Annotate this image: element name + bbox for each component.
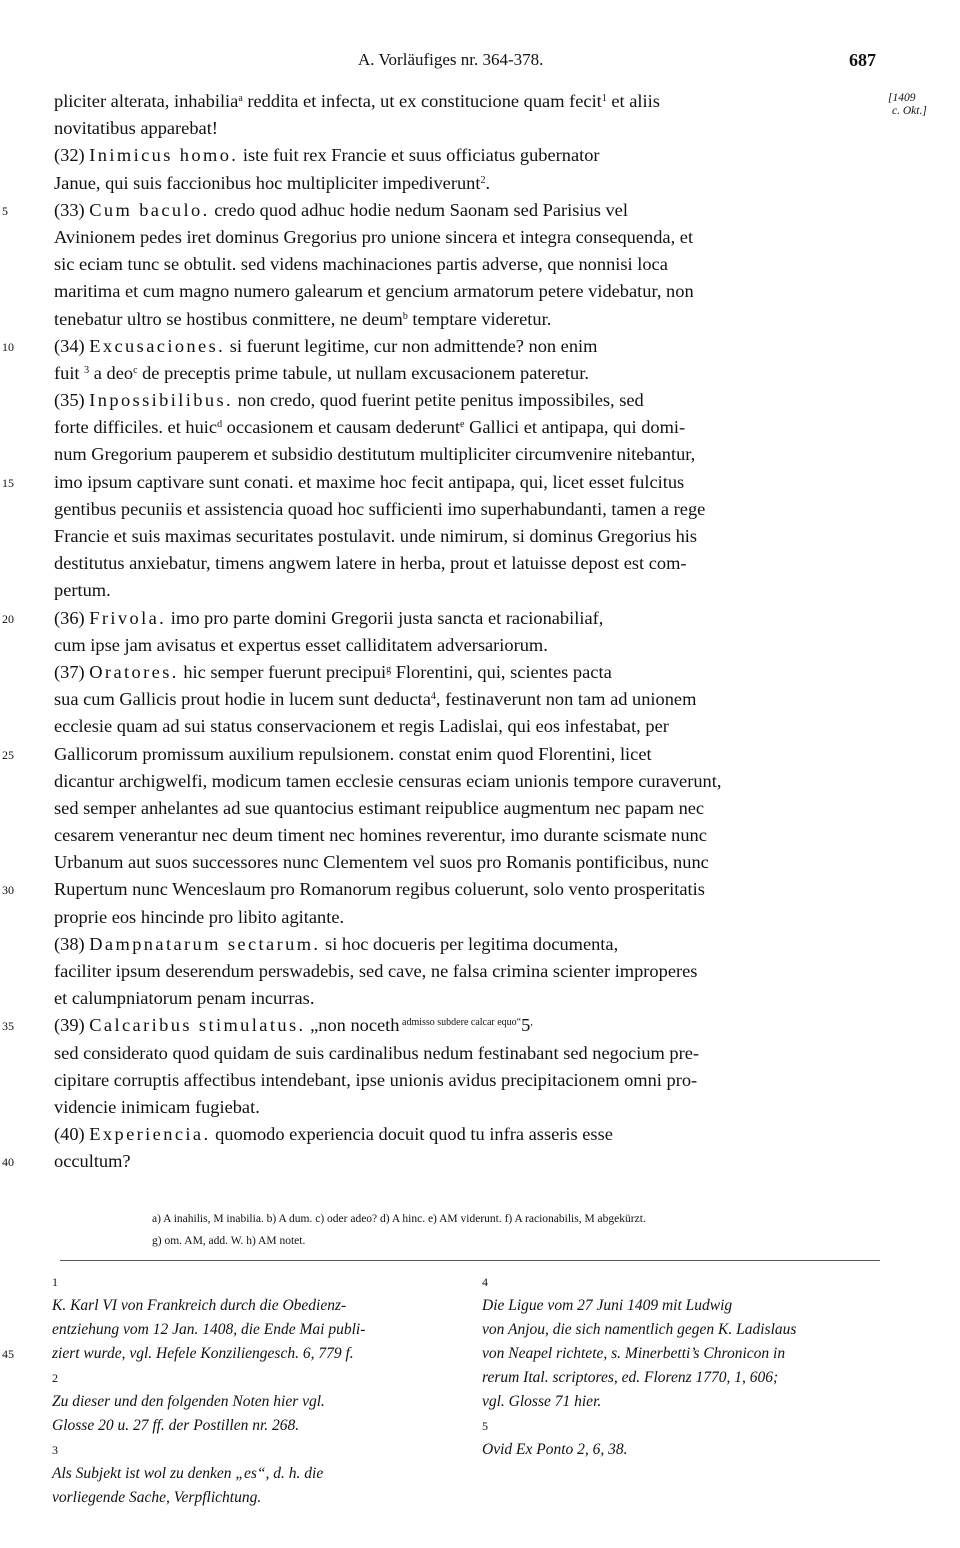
page-number: 687	[849, 50, 876, 70]
text-line: ecclesie quam ad sui status conservacionem et regis Ladislai, qui eos infestabat, per	[54, 716, 669, 737]
line-number: 15	[2, 475, 14, 490]
text-line: et calumpniatorum penam incurras.	[54, 988, 315, 1009]
gloss-lemma: Frivola.	[89, 607, 167, 628]
text-line	[2, 876, 880, 903]
text-segment: reddita et infecta, ut ex constitucione quam fecit	[242, 91, 602, 111]
text-line	[2, 741, 880, 768]
gloss-lemma: Cum baculo.	[89, 199, 210, 220]
text-segment: imo pro parte domini Gregorii justa sancta et racionabilia	[166, 607, 593, 628]
text-line: dicantur archigwelfi, modicum tamen ecclesie censuras eciam unionis tempore curaverunt,	[54, 770, 722, 791]
text-line: Urbanum aut suos successores nunc Clementem vel suos pro Romanis pontificibus, nunc	[54, 852, 709, 873]
gloss-number: (39)	[54, 1015, 90, 1036]
text-segment: fuit	[54, 362, 85, 383]
text-line	[54, 360, 880, 387]
footnote-text: vgl. Glosse 71 hier.	[482, 1393, 602, 1410]
gloss-number: (35)	[54, 390, 90, 411]
apparatus-line: a) A inahilis, M inabilia. b) A dum. c) oder adeo? d) A hinc. e) AM viderunt. f) A racionabilis, M abgekürzt.	[152, 1213, 646, 1225]
gloss-number: (40)	[54, 1124, 90, 1145]
gloss-number: (33)	[54, 199, 90, 220]
text-segment: .	[485, 172, 491, 193]
text-segment: 5	[521, 1015, 531, 1036]
footnote-number: 2	[52, 1371, 58, 1385]
text-segment: Janue, qui suis faccionibus hoc multipliciter impediverunt	[54, 172, 481, 193]
note-marker: 2	[480, 174, 486, 186]
footnote-number: 1	[52, 1275, 58, 1289]
apparatus-line: g) om. AM, add. W. h) AM notet.	[152, 1235, 306, 1247]
text-segment: „non nocet	[305, 1015, 391, 1036]
footnote-text: Ovid Ex Ponto 2, 6, 38.	[482, 1441, 628, 1458]
footnote-text: Die Ligue vom 27 Juni 1409 mit Ludwig	[482, 1297, 733, 1314]
text-segment: credo quod adhuc hodie nedum Saonam sed Parisius vel	[209, 199, 628, 220]
text-line: pertum.	[54, 580, 111, 601]
gloss-lemma: Calcaribus stimulatus.	[89, 1015, 306, 1036]
text-line	[54, 686, 880, 713]
text-segment: si hoc docueris per legitima documenta,	[320, 933, 619, 954]
text-segment: , festinaverunt non tam ad unionem	[435, 689, 697, 710]
footnote-text: Glosse 20 u. 27 ff. der Postillen nr. 268.	[52, 1417, 300, 1434]
gloss-number: (32)	[54, 145, 90, 166]
page-header	[0, 50, 960, 76]
text-line: destitutus anxiebatur, timens angwem latere in herba, prout et latuisse depost est com-	[54, 553, 687, 574]
footnote-line	[482, 1390, 882, 1414]
text-line	[2, 197, 880, 224]
text-segment: temptare videretur.	[407, 308, 552, 329]
text-line: novitatibus apparebat!	[54, 118, 218, 139]
note-marker: d	[217, 419, 223, 431]
text-line: sic eciam tunc se obtulit. sed videns machinaciones partis adverse, que nonnisi loca	[54, 254, 668, 275]
footnote-text: von Anjou, die sich namentlich gegen K. Ladislaus	[482, 1321, 797, 1338]
text-segment: non credo, quod fuerint petite penitus impossibiles, sed	[233, 390, 644, 411]
text-line: faciliter ipsum deserendum perswadebis, sed cave, ne falsa crimina scienter improperes	[54, 961, 698, 981]
text-segment: Florentini, qui, scientes pacta	[391, 661, 612, 682]
footnote-number: 4	[482, 1275, 488, 1289]
gloss-lemma: Inimicus homo.	[89, 145, 239, 166]
footnote-line	[52, 1342, 462, 1366]
text-line	[2, 1012, 880, 1039]
text-line: maritima et cum magno numero galearum et gencium armatorum petere videbatur, non	[54, 281, 694, 302]
running-head: A. Vorläufiges nr. 364-378.	[358, 50, 544, 69]
footnote-line	[52, 1318, 462, 1342]
text-line	[2, 1148, 880, 1175]
footnote-text: rerum Ital. scriptores, ed. Florenz 1770, 1, 606;	[482, 1369, 779, 1386]
text-line	[2, 469, 880, 496]
text-segment: tenebatur ultro se hostibus conmittere, ne deum	[54, 308, 403, 329]
footnote-text: Zu dieser und den folgenden Noten hier vgl.	[52, 1393, 325, 1410]
footnote-line	[482, 1318, 882, 1342]
footnote-text: vorliegende Sache, Verpflichtung.	[52, 1489, 262, 1506]
footnote-number: 3	[52, 1443, 58, 1457]
note-marker: c	[133, 364, 138, 376]
note-marker: admisso subdere calcar equo“	[399, 1017, 522, 1029]
text-segment: de preceptis prime tabule, ut nullam excusacionem pateretur.	[137, 362, 589, 383]
note-marker: g	[386, 663, 392, 675]
line-number: 10	[2, 339, 14, 354]
text-segment: a deo	[89, 362, 134, 383]
line-number: 25	[2, 747, 14, 762]
footnote-line	[482, 1414, 882, 1462]
text-segment: pliciter alterata, inhabilia	[54, 91, 239, 111]
gloss-lemma: Experiencia.	[89, 1124, 211, 1145]
footnote-line	[482, 1366, 882, 1390]
text-segment: sua cum Gallicis prout hodie in lucem sunt deducta	[54, 689, 431, 710]
gloss-lemma: Dampnatarum sectarum.	[89, 933, 321, 954]
gloss-lemma: Oratores.	[89, 661, 179, 682]
text-segment: occultum?	[54, 1151, 131, 1172]
line-number: 40	[2, 1155, 14, 1170]
line-number: 45	[2, 1347, 14, 1361]
text-line: cum ipse jam avisatus et expertus esset calliditatem adversariorum.	[54, 634, 548, 655]
text-line	[54, 659, 880, 686]
text-line	[54, 931, 880, 958]
text-segment: forte difficiles. et huic	[54, 417, 218, 438]
gloss-number: (37)	[54, 661, 90, 682]
note-marker: ,	[530, 1017, 533, 1029]
text-line: Avinionem pedes iret dominus Gregorius pro unione sincera et integra consequenda, et	[54, 226, 694, 247]
text-line	[54, 142, 880, 169]
footnote-line	[52, 1366, 462, 1414]
text-segment: f	[592, 607, 599, 628]
text-line: sed considerato quod quidam de suis cardinalibus nedum festinabant sed negocium pre-	[54, 1042, 700, 1063]
gloss-lemma: Inpossibilibus.	[89, 390, 234, 411]
note-marker: 4	[430, 691, 436, 703]
footnote-text: ziert wurde, vgl. Hefele Konziliengesch. 6, 779 f.	[52, 1345, 354, 1362]
footnote-line	[482, 1270, 882, 1318]
line-number: 5	[2, 203, 8, 218]
text-segment: iste fuit rex Francie et suus officiatus gubernator	[238, 145, 600, 166]
gloss-lemma: Excusaciones.	[89, 335, 226, 356]
footnote-divider	[60, 1260, 880, 1261]
text-segment: si fuerunt legitime, cur non admittende? non enim	[225, 335, 598, 356]
footnotes-right-column	[482, 1270, 882, 1462]
footnote-text: Als Subjekt ist wol zu denken „es“, d. h. die	[52, 1465, 324, 1482]
line-number: 35	[2, 1019, 14, 1034]
margin-date-month: c. Okt.]	[892, 105, 927, 117]
text-segment: et aliis	[606, 91, 660, 111]
text-segment: imo ipsum captivare sunt conati. et maxime hoc fecit antipapa, qui, licet esset fulcitus	[54, 471, 685, 492]
text-line	[2, 333, 880, 360]
text-line	[54, 306, 880, 333]
text-line: proprie eos hincinde pro libito agitante.	[54, 906, 345, 927]
text-line: sed semper anhelantes ad sue quantocius estimant reipublice augmentum nec papam nec	[54, 797, 705, 818]
note-marker: 1	[601, 93, 607, 104]
text-segment: quomodo experiencia docuit quod tu infra asseris esse	[210, 1124, 613, 1145]
critical-apparatus	[152, 1208, 882, 1252]
text-segment: hic semper fuerunt precipui	[178, 661, 387, 682]
text-line: num Gregorium pauperem et subsidio destitutum multipliciter circumvenire nitebantur,	[54, 444, 696, 465]
note-marker: b	[402, 310, 408, 322]
footnote-line	[482, 1342, 882, 1366]
text-line: gentibus pecuniis et assistencia quoad hoc sufficienti imo superhabundanti, tamen a rege	[54, 498, 706, 519]
text-line	[54, 1121, 880, 1148]
text-line	[54, 170, 880, 197]
gloss-number: (36)	[54, 607, 90, 628]
text-line: cipitare corruptis affectibus intendebant, ipse unionis avidus precipitacionem omni pro-	[54, 1069, 698, 1090]
footnotes-left-column	[2, 1270, 462, 1510]
line-number: 20	[2, 611, 14, 626]
text-line	[54, 414, 880, 441]
margin-date-note	[888, 92, 948, 118]
text-line	[2, 605, 880, 632]
text-segment: Gallicorum promissum auxilium repulsionem. constat enim quod Florentini, licet	[54, 743, 652, 764]
footnote-line	[52, 1486, 462, 1510]
text-segment: Rupertum nunc Wenceslaum pro Romanorum regibus coluerunt, solo vento prosperitatis	[54, 879, 705, 900]
note-marker: 3	[84, 364, 90, 376]
footnote-number: 5	[482, 1419, 488, 1433]
text-line	[54, 387, 880, 414]
text-segment: ,	[598, 607, 604, 628]
text-segment: Gallici et antipapa, qui domi-	[464, 417, 686, 438]
text-line: Francie et suis maximas securitates postulavit. unde nimirum, si dominus Gregorius his	[54, 526, 698, 546]
gloss-number: (38)	[54, 933, 90, 954]
text-line: cesarem venerantur nec deum timent nec homines reverentur, imo durante scismate nunc	[54, 825, 707, 846]
footnote-line	[52, 1270, 462, 1318]
text-segment: h	[390, 1015, 400, 1036]
text-segment: occasionem et causam dederunt	[222, 417, 461, 438]
footnote-text: entziehung vom 12 Jan. 1408, die Ende Mai publi-	[52, 1321, 366, 1338]
note-marker: e	[460, 419, 465, 431]
gloss-number: (34)	[54, 335, 90, 356]
note-marker: a	[238, 93, 243, 104]
line-number: 30	[2, 883, 14, 898]
footnote-line	[52, 1438, 462, 1486]
footnote-text: K. Karl VI von Frankreich durch die Obedienz-	[52, 1297, 347, 1314]
text-line: videncie inimicam fugiebat.	[54, 1096, 260, 1117]
text-line	[54, 88, 880, 115]
footnote-line	[52, 1414, 462, 1438]
main-text	[2, 88, 880, 1176]
margin-date-year: [1409	[888, 92, 916, 104]
footnote-text: von Neapel richtete, s. Minerbetti’s Chronicon in	[482, 1345, 786, 1362]
